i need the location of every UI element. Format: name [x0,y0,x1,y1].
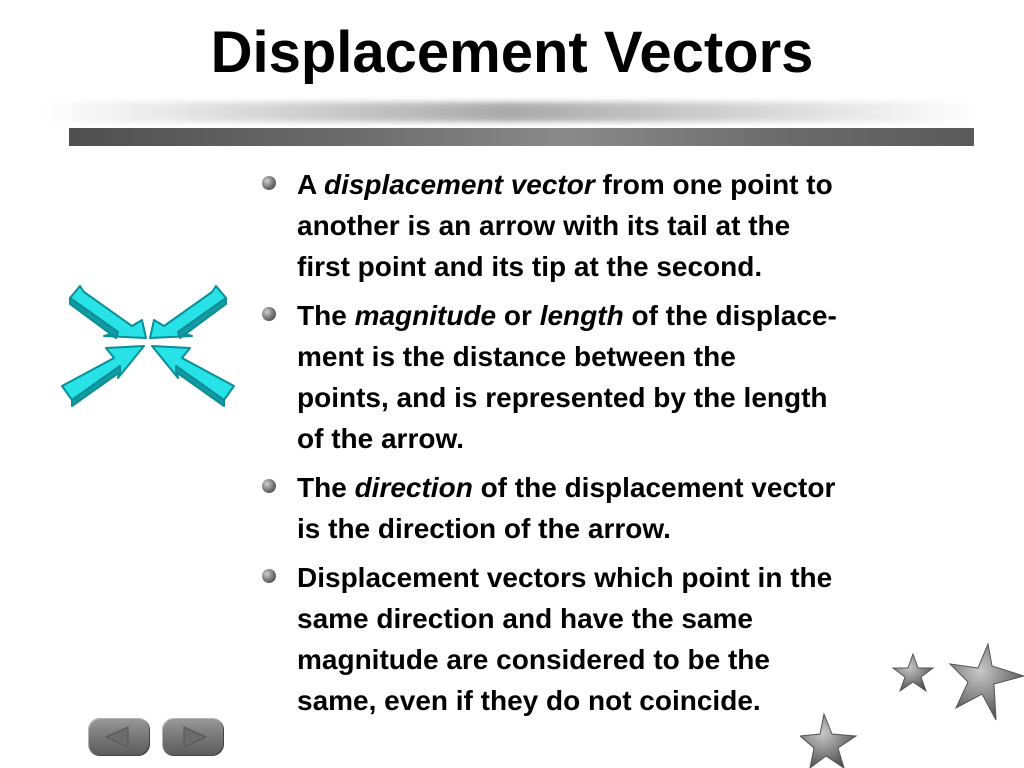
bullet-line [297,246,957,287]
bullet-text: A [297,169,324,200]
bullet-text: of the arrow. [297,423,464,454]
bullet-dot-icon [262,176,276,190]
bullet-line [297,295,957,336]
bullet-text: of the displacement vector [472,472,836,503]
title-underline-glow [40,102,980,122]
bullet-dot-icon [262,307,276,321]
nav-forward-icon [162,718,224,756]
star-small-icon [893,654,933,691]
converging-arrows-icon [58,282,238,410]
bullet-line [297,557,957,598]
nav-forward-button[interactable] [162,718,224,756]
bullet-text: The [297,300,355,331]
nav-back-icon [88,718,150,756]
bullet-text: The [297,472,355,503]
bullet-text: of the displace- [623,300,837,331]
title-underline-bar [69,128,974,146]
bullet-text: points, and is represented by the length [297,382,828,413]
bullet-dot-icon [262,479,276,493]
bullet-line [297,508,957,549]
bullet-text: same, even if they do not coincide. [297,685,761,716]
bullet-line [297,205,957,246]
emphasized-term: length [539,300,624,331]
bullet-line [297,418,957,459]
bullet-line [297,164,957,205]
star-bottom-icon [800,714,856,768]
bullet-line [297,467,957,508]
bullet-text: or [496,300,540,331]
bullet-text: same direction and have the same [297,603,753,634]
bullet-text: magnitude are considered to be the [297,644,770,675]
bullet-text: ment is the distance between the [297,341,736,372]
bullet-item [260,295,957,459]
slide-title: Displacement Vectors [210,20,814,85]
bullet-text: from one point to [594,169,833,200]
nav-back-button[interactable] [88,718,150,756]
bullet-item [260,164,957,287]
stars-icon [800,636,1024,768]
bullet-line [297,598,957,639]
bullet-text: first point and its tip at the second. [297,251,763,282]
star-large-icon [950,644,1024,720]
bullet-text: is the direction of the arrow. [297,513,671,544]
bullet-item [260,467,957,549]
emphasized-term: direction [354,472,473,503]
bullet-text: Displacement vectors which point in the [297,562,833,593]
emphasized-term: displacement vector [323,169,595,200]
bullet-line [297,336,957,377]
emphasized-term: magnitude [354,300,497,331]
bullet-text: another is an arrow with its tail at the [297,210,791,241]
bullet-line [297,377,957,418]
bullet-dot-icon [262,569,276,583]
